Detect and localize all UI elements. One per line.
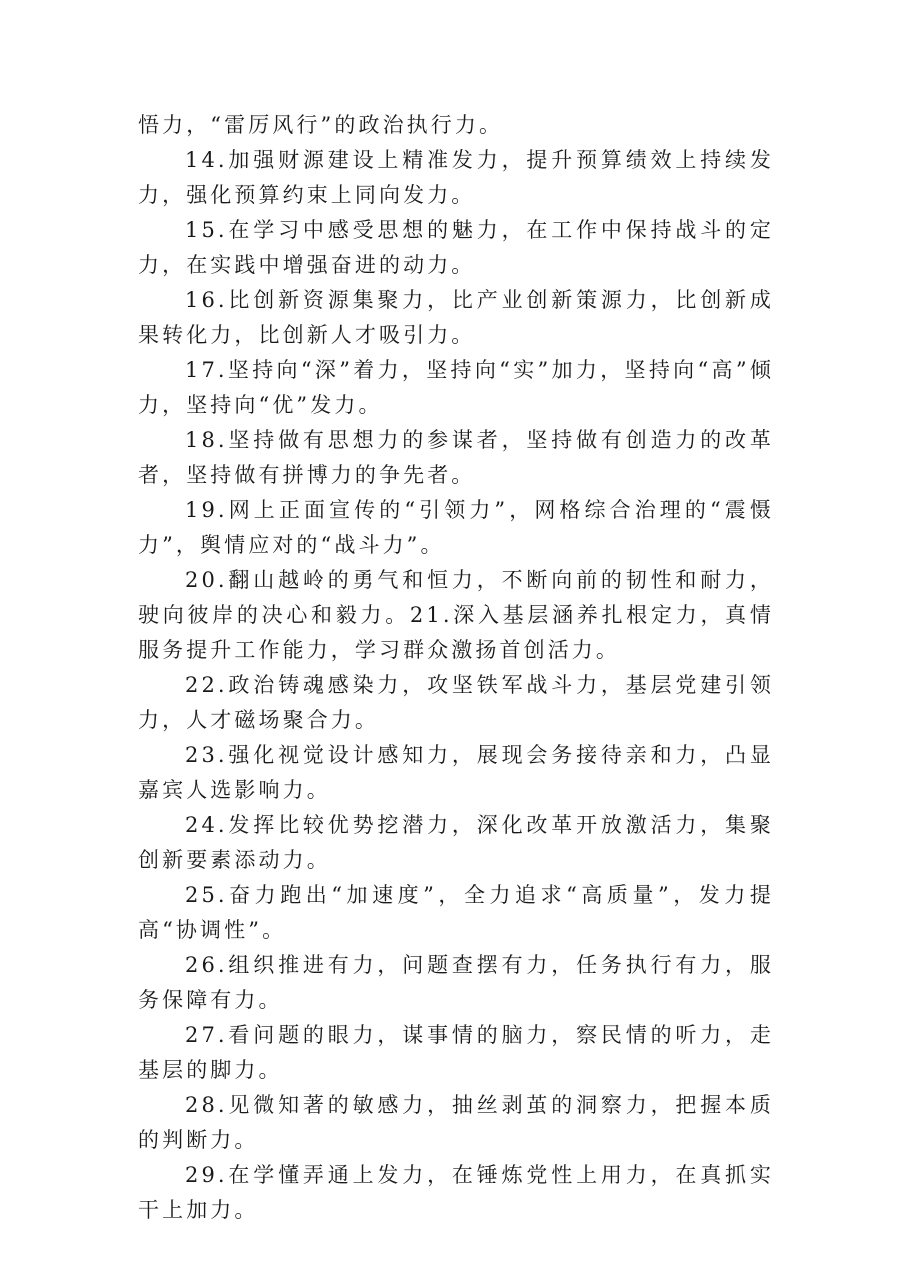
paragraph-13-continuation: 悟力，“雷厉风行”的政治执行力。 — [138, 113, 504, 137]
paragraph-20-21: 20.翻山越岭的勇气和恒力，不断向前的韧性和耐力，驶向彼岸的决心和毅力。21.深入基层涵养扎根定力，真情服务提升工作能力，学习群众激扬首创活力。 — [138, 568, 774, 662]
paragraph-23: 23.强化视觉设计感知力，展现会务接待亲和力，凸显嘉宾人选影响力。 — [138, 743, 774, 802]
paragraph-16: 16.比创新资源集聚力，比产业创新策源力，比创新成果转化力，比创新人才吸引力。 — [138, 288, 774, 347]
paragraph-29: 29.在学懂弄通上发力，在锤炼党性上用力，在真抓实干上加力。 — [138, 1163, 774, 1222]
document-body — [138, 108, 774, 1228]
paragraph-14: 14.加强财源建设上精准发力，提升预算绩效上持续发力，强化预算约束上同向发力。 — [138, 148, 774, 207]
paragraph-19: 19.网上正面宣传的“引领力”，网格综合治理的“震慑力”，舆情应对的“战斗力”。 — [138, 498, 774, 557]
paragraph-22: 22.政治铸魂感染力，攻坚铁军战斗力，基层党建引领力，人才磁场聚合力。 — [138, 673, 774, 732]
paragraph-27: 27.看问题的眼力，谋事情的脑力，察民情的听力，走基层的脚力。 — [138, 1023, 774, 1082]
paragraph-26: 26.组织推进有力，问题查摆有力，任务执行有力，服务保障有力。 — [138, 953, 774, 1012]
paragraph-17: 17.坚持向“深”着力，坚持向“实”加力，坚持向“高”倾力，坚持向“优”发力。 — [138, 358, 774, 417]
paragraph-15: 15.在学习中感受思想的魅力，在工作中保持战斗的定力，在实践中增强奋进的动力。 — [138, 218, 774, 277]
paragraph-28: 28.见微知著的敏感力，抽丝剥茧的洞察力，把握本质的判断力。 — [138, 1093, 774, 1152]
paragraph-24: 24.发挥比较优势挖潜力，深化改革开放激活力，集聚创新要素添动力。 — [138, 813, 774, 872]
paragraph-18: 18.坚持做有思想力的参谋者，坚持做有创造力的改革者，坚持做有拼博力的争先者。 — [138, 428, 774, 487]
paragraph-25: 25.奋力跑出“加速度”，全力追求“高质量”，发力提高“协调性”。 — [138, 883, 774, 942]
